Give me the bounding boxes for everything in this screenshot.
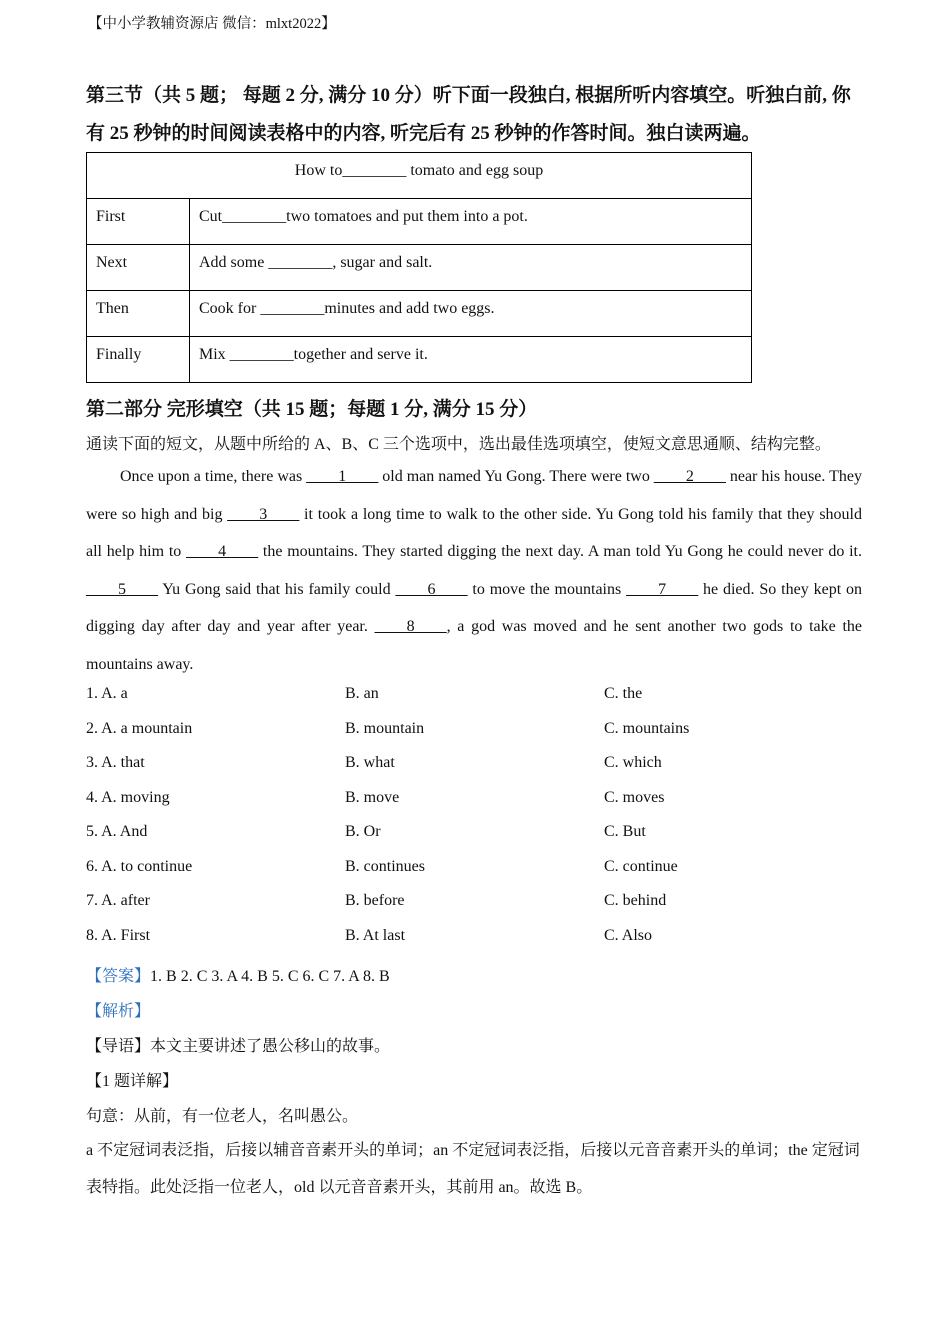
step-label: First xyxy=(87,199,190,245)
option-row xyxy=(86,927,866,962)
recipe-table xyxy=(86,152,752,383)
analysis-label: 【解析】 xyxy=(86,1003,151,1020)
option-b: B. At last xyxy=(345,926,406,944)
passage-text: the mountains. They started digging the next day. A man told Yu Gong he could never do it. xyxy=(258,543,863,560)
blank-7: ____7____ xyxy=(626,580,699,598)
table-row xyxy=(87,291,752,337)
cloze-passage xyxy=(86,458,862,683)
option-a: 1. A. a xyxy=(86,685,128,702)
table-row xyxy=(87,337,752,383)
passage-text: he died. So they kept on digging day after day and year after year. xyxy=(86,580,863,635)
answer-text: 1. B 2. C 3. A 4. B 5. C 6. C 7. A 8. B xyxy=(150,968,390,985)
blank-3: ____3____ xyxy=(227,505,300,523)
passage-text: old man named Yu Gong. There were two xyxy=(378,468,654,485)
option-b: B. an xyxy=(345,685,379,702)
option-a: 2. A. a mountain xyxy=(86,719,193,737)
blank-8: ____8____ xyxy=(374,618,447,635)
header-note: 【中小学教辅资源店 微信：mlxt2022】 xyxy=(88,16,336,32)
step-text: Cook for ________minutes and add two eggs. xyxy=(190,291,752,337)
option-row xyxy=(86,720,866,755)
option-row xyxy=(86,823,866,858)
table-row xyxy=(87,245,752,291)
blank-1: ____1____ xyxy=(306,468,379,485)
blank-6: ____6____ xyxy=(395,580,468,598)
table-title: How to________ tomato and egg soup xyxy=(87,153,752,199)
answer-line xyxy=(86,963,390,986)
step-text: Mix ________together and serve it. xyxy=(190,337,752,383)
option-row xyxy=(86,789,866,824)
guide-text: 【导语】本文主要讲述了愚公移山的故事。 xyxy=(86,1038,391,1055)
part-two-title: 第二部分 完形填空（共 15 题；每题 1 分, 满分 15 分） xyxy=(86,399,538,420)
option-a: 6. A. to continue xyxy=(86,857,193,875)
option-b: B. move xyxy=(345,788,400,806)
cloze-instruction: 通读下面的短文，从题中所给的 A、B、C 三个选项中，选出最佳选项填空，使短文意思通顺、结构完整。 xyxy=(86,436,831,453)
option-b: B. continues xyxy=(345,857,425,875)
blank-5: ____5____ xyxy=(86,580,158,598)
option-row xyxy=(86,858,866,893)
passage-text: , a god was moved and he sent another two gods to take the mountains away. xyxy=(86,618,863,673)
option-row xyxy=(86,685,866,720)
passage-text: it took a long time to walk to the other side. Yu Gong told his family that they should all help him to xyxy=(86,505,862,560)
option-a: 7. A. after xyxy=(86,892,150,909)
option-c: C. But xyxy=(604,823,646,840)
option-c: C. moves xyxy=(604,788,665,806)
option-c: C. the xyxy=(604,685,643,702)
explanation-text: a 不定冠词表泛指，后接以辅音音素开头的单词；an 不定冠词表泛指，后接以元音音素开头的单词；the 定冠词表特指。此处泛指一位老人，old 以元音音素开头，其前用 an。故选 B。 xyxy=(86,1142,860,1196)
blank-2: ____2____ xyxy=(653,468,726,485)
section-three-title: 第三节（共 5 题； 每题 2 分, 满分 10 分）听下面一段独白, 根据所听内容填空。听独白前, 你有 25 秒钟的时间阅读表格中的内容, 听完后有 25 秒钟的作答时间。独白读两遍。 xyxy=(86,85,851,144)
step-label: Next xyxy=(87,245,190,291)
option-a: 5. A. And xyxy=(86,823,148,840)
table-row xyxy=(87,199,752,245)
step-label: Then xyxy=(87,291,190,337)
option-c: C. Also xyxy=(604,926,653,944)
option-c: C. continue xyxy=(604,857,678,875)
option-row xyxy=(86,892,866,927)
table-title-row xyxy=(87,153,752,199)
sentence-meaning: 句意：从前，有一位老人，名叫愚公。 xyxy=(86,1108,359,1125)
option-c: C. behind xyxy=(604,892,667,909)
detail-label: 【1 题详解】 xyxy=(86,1073,179,1090)
option-c: C. mountains xyxy=(604,719,690,737)
step-text: Add some ________, sugar and salt. xyxy=(190,245,752,291)
blank-4: ____4____ xyxy=(186,543,259,560)
options-list xyxy=(86,685,866,961)
answer-label: 【答案】 xyxy=(86,968,151,985)
option-row xyxy=(86,754,866,789)
passage-text: Once upon a time, there was xyxy=(120,468,307,485)
passage-text: to move the mountains xyxy=(467,580,627,598)
option-b: B. before xyxy=(345,892,405,909)
option-b: B. mountain xyxy=(345,719,425,737)
option-a: 8. A. First xyxy=(86,926,151,944)
passage-text: Yu Gong said that his family could xyxy=(158,580,396,598)
option-a: 3. A. that xyxy=(86,754,145,771)
step-label: Finally xyxy=(87,337,190,383)
step-text: Cut________two tomatoes and put them into a pot. xyxy=(190,199,752,245)
option-b: B. what xyxy=(345,754,395,771)
passage-text: near his house. They were so high and big xyxy=(86,468,863,523)
option-c: C. which xyxy=(604,754,662,771)
option-b: B. Or xyxy=(345,823,381,840)
option-a: 4. A. moving xyxy=(86,788,170,806)
